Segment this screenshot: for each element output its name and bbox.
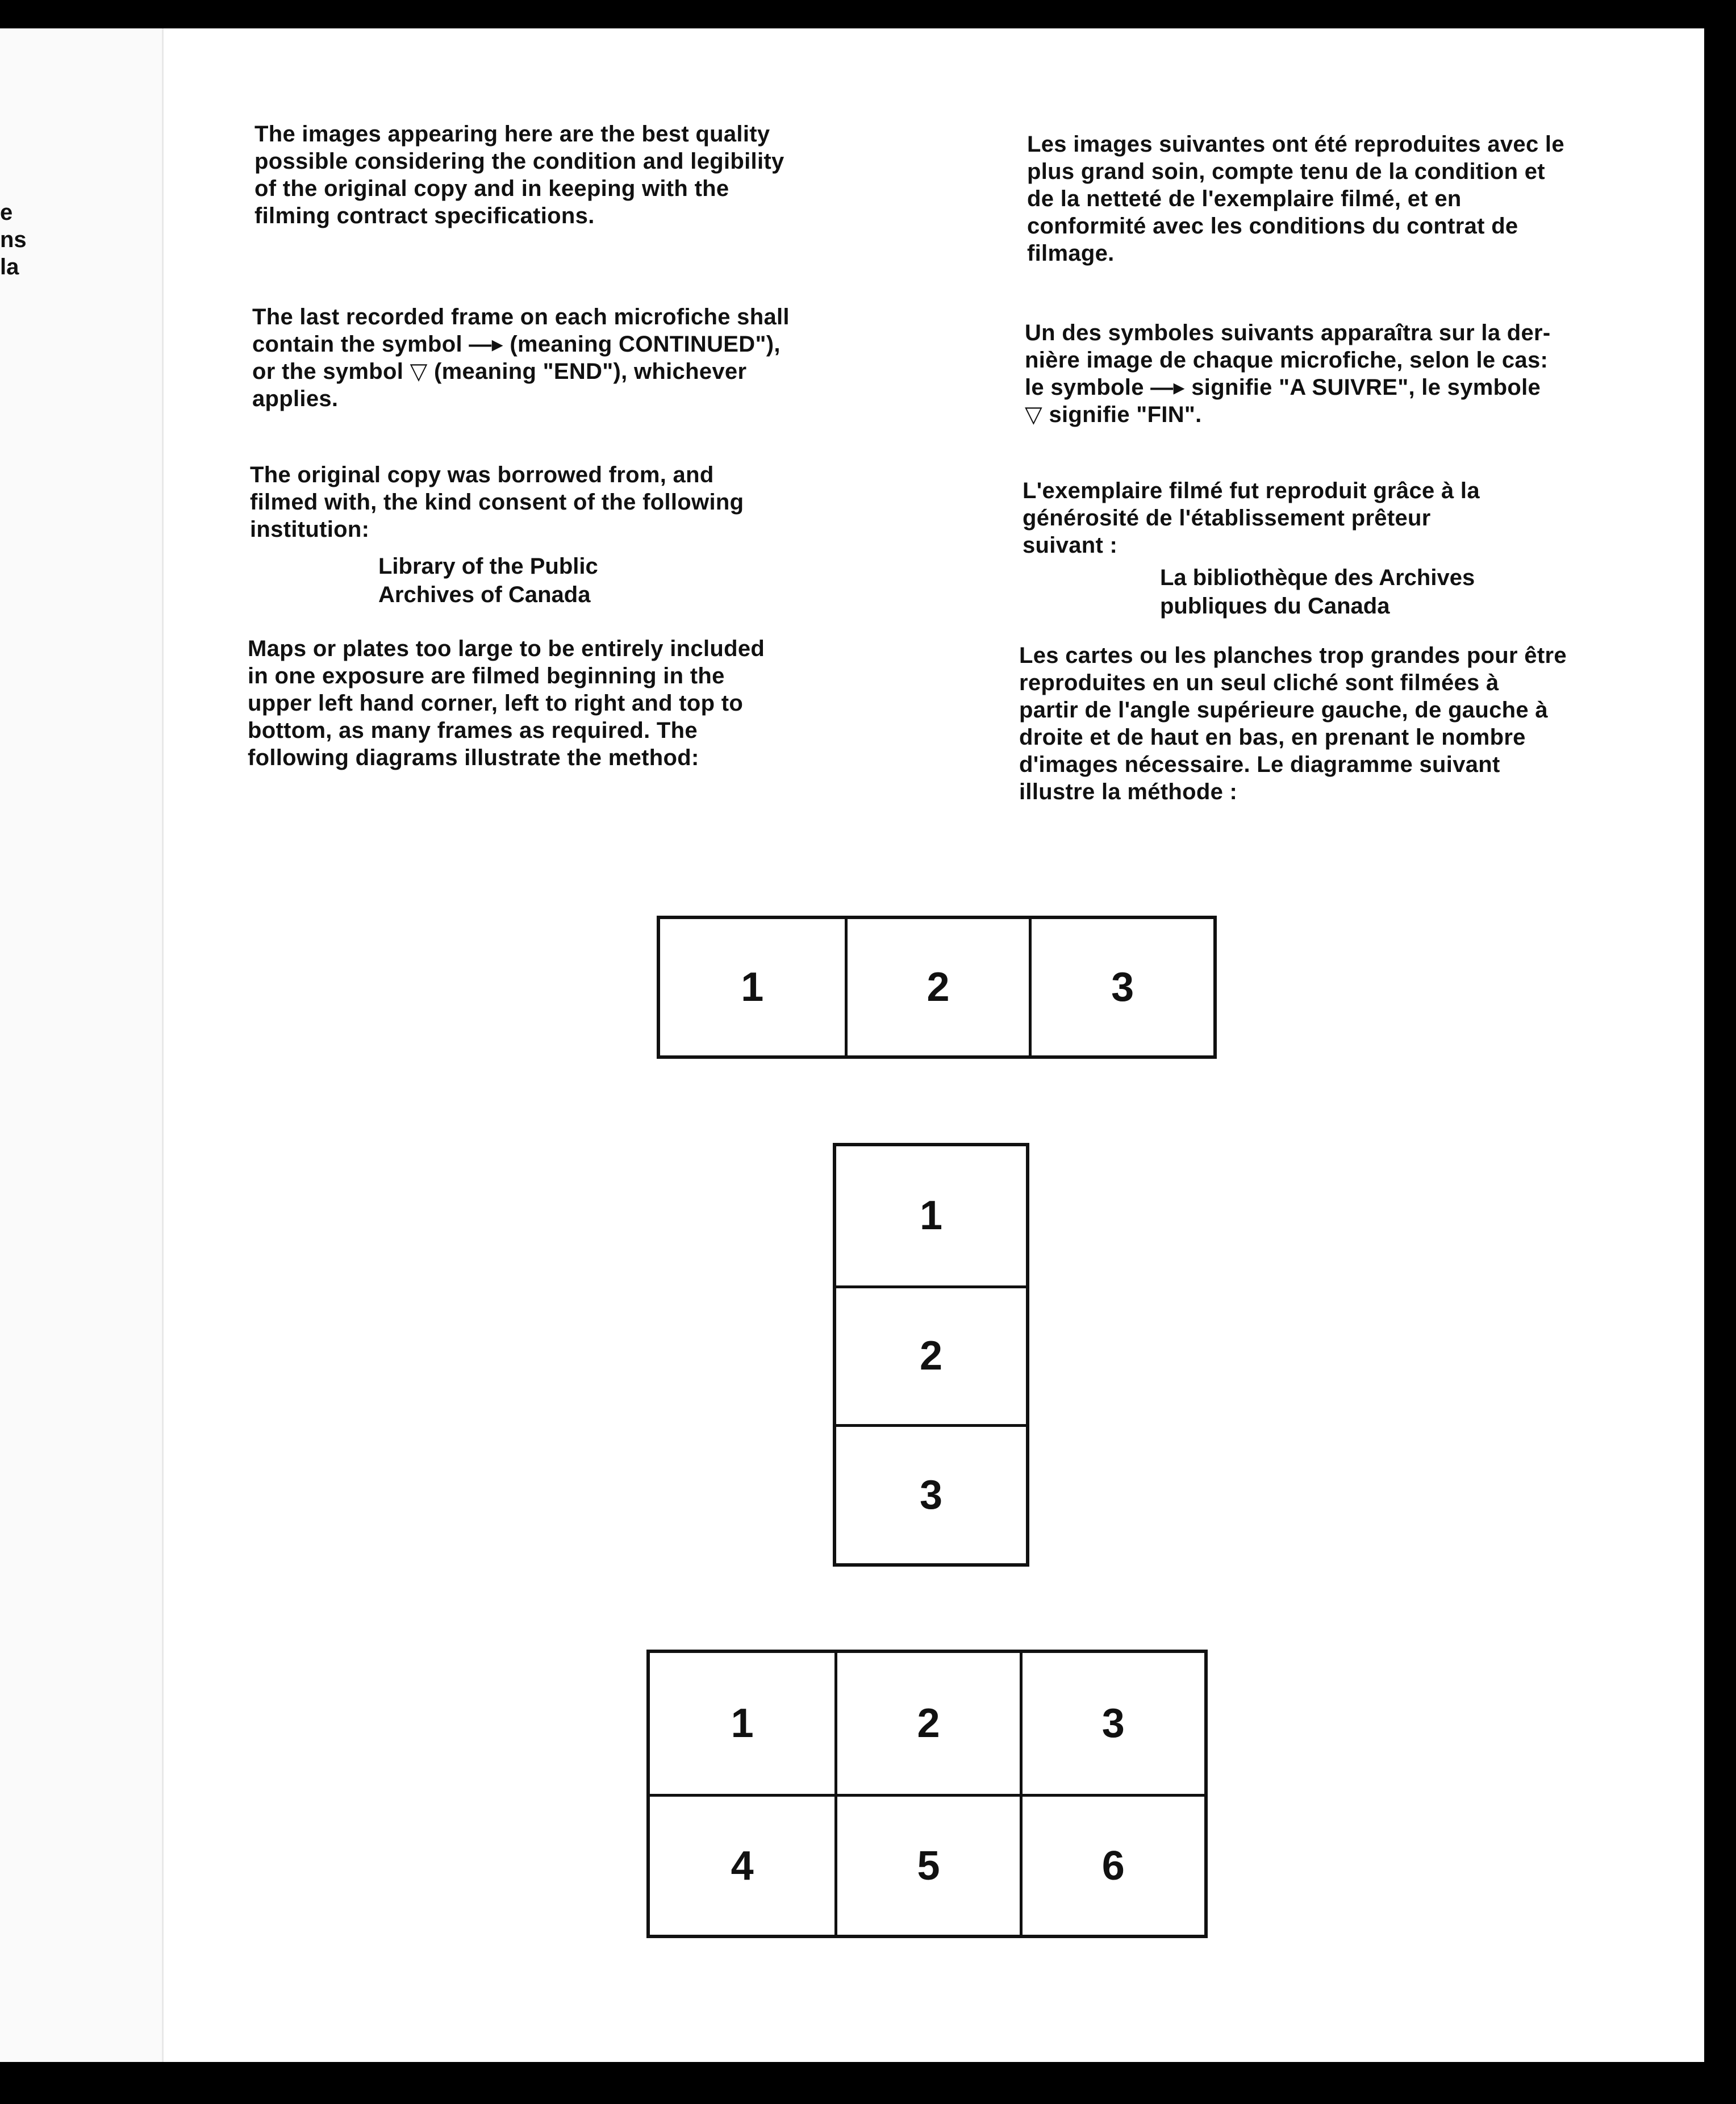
frame-cell: 4	[650, 1794, 834, 1935]
frame-cell: 5	[834, 1794, 1019, 1935]
french-symbol-note: Un des symboles suivants apparaîtra sur la der- nière image de chaque microfiche, selon le cas: le symbole —▸ signifie "A SUIVRE", le symbole ▽ signifie "FIN".	[1025, 320, 1551, 427]
frame-cell: 3	[1029, 919, 1213, 1055]
english-symbol-note: The last recorded frame on each microfiche shall contain the symbol —▸ (meaning CONTINUED"), or the symbol ▽ (meaning "END"), whichever applies.	[252, 304, 790, 411]
frame-cell: 2	[836, 1285, 1026, 1425]
english-quality-note: The images appearing here are the best quality possible considering the condition and legibility of the original copy and in keeping with the filming contract specifications.	[254, 122, 784, 228]
frame-cell: 2	[834, 1653, 1019, 1794]
scan-border	[1704, 0, 1736, 2104]
diagram-horizontal-strip	[657, 916, 1217, 1059]
french-borrowed-note: L'exemplaire filmé fut reproduit grâce à la générosité de l'établissement prêteur suivant :	[1023, 478, 1480, 558]
french-quality-note: Les images suivantes ont été reproduites avec le plus grand soin, compte tenu de la condition et de la netteté de l'exemplaire filmé, et en conformité avec les conditions du contrat de filmage.	[1027, 132, 1564, 266]
edge-fragment: ns	[0, 227, 27, 252]
frame-cell: 1	[919, 1193, 943, 1239]
frame-cell: 6	[1020, 1794, 1204, 1935]
english-maps-note: Maps or plates too large to be entirely included in one exposure are filmed beginning in the upper left hand corner, left to right and top to bottom, as many frames as required. The following diagrams illustrate the method:	[248, 636, 765, 770]
edge-fragment: e	[0, 200, 13, 225]
frame-cell: 1	[741, 965, 764, 1010]
french-institution-name: La bibliothèque des Archives publiques du Canada	[1160, 565, 1475, 619]
frame-cell: 1	[731, 1701, 754, 1746]
edge-fragment: la	[0, 254, 19, 279]
frame-cell: 3	[1020, 1653, 1204, 1794]
english-institution-name: Library of the Public Archives of Canada	[378, 554, 598, 607]
french-maps-note: Les cartes ou les planches trop grandes pour être reproduites en un seul cliché sont filmées à partir de l'angle supérieure gauche, de gauche à droite et de haut en bas, en prenant le nombre d'images nécessaire. Le diagramme suivant illustre la méthode :	[1019, 643, 1567, 804]
diagram-grid	[646, 1650, 1208, 1938]
diagram-vertical-strip	[833, 1143, 1029, 1567]
frame-cell: 3	[836, 1424, 1026, 1563]
adjacent-page-edge	[0, 28, 164, 2062]
document-page	[0, 28, 1704, 2062]
english-borrowed-note: The original copy was borrowed from, and filmed with, the kind consent of the following institution:	[250, 462, 744, 542]
frame-cell: 2	[845, 919, 1029, 1055]
